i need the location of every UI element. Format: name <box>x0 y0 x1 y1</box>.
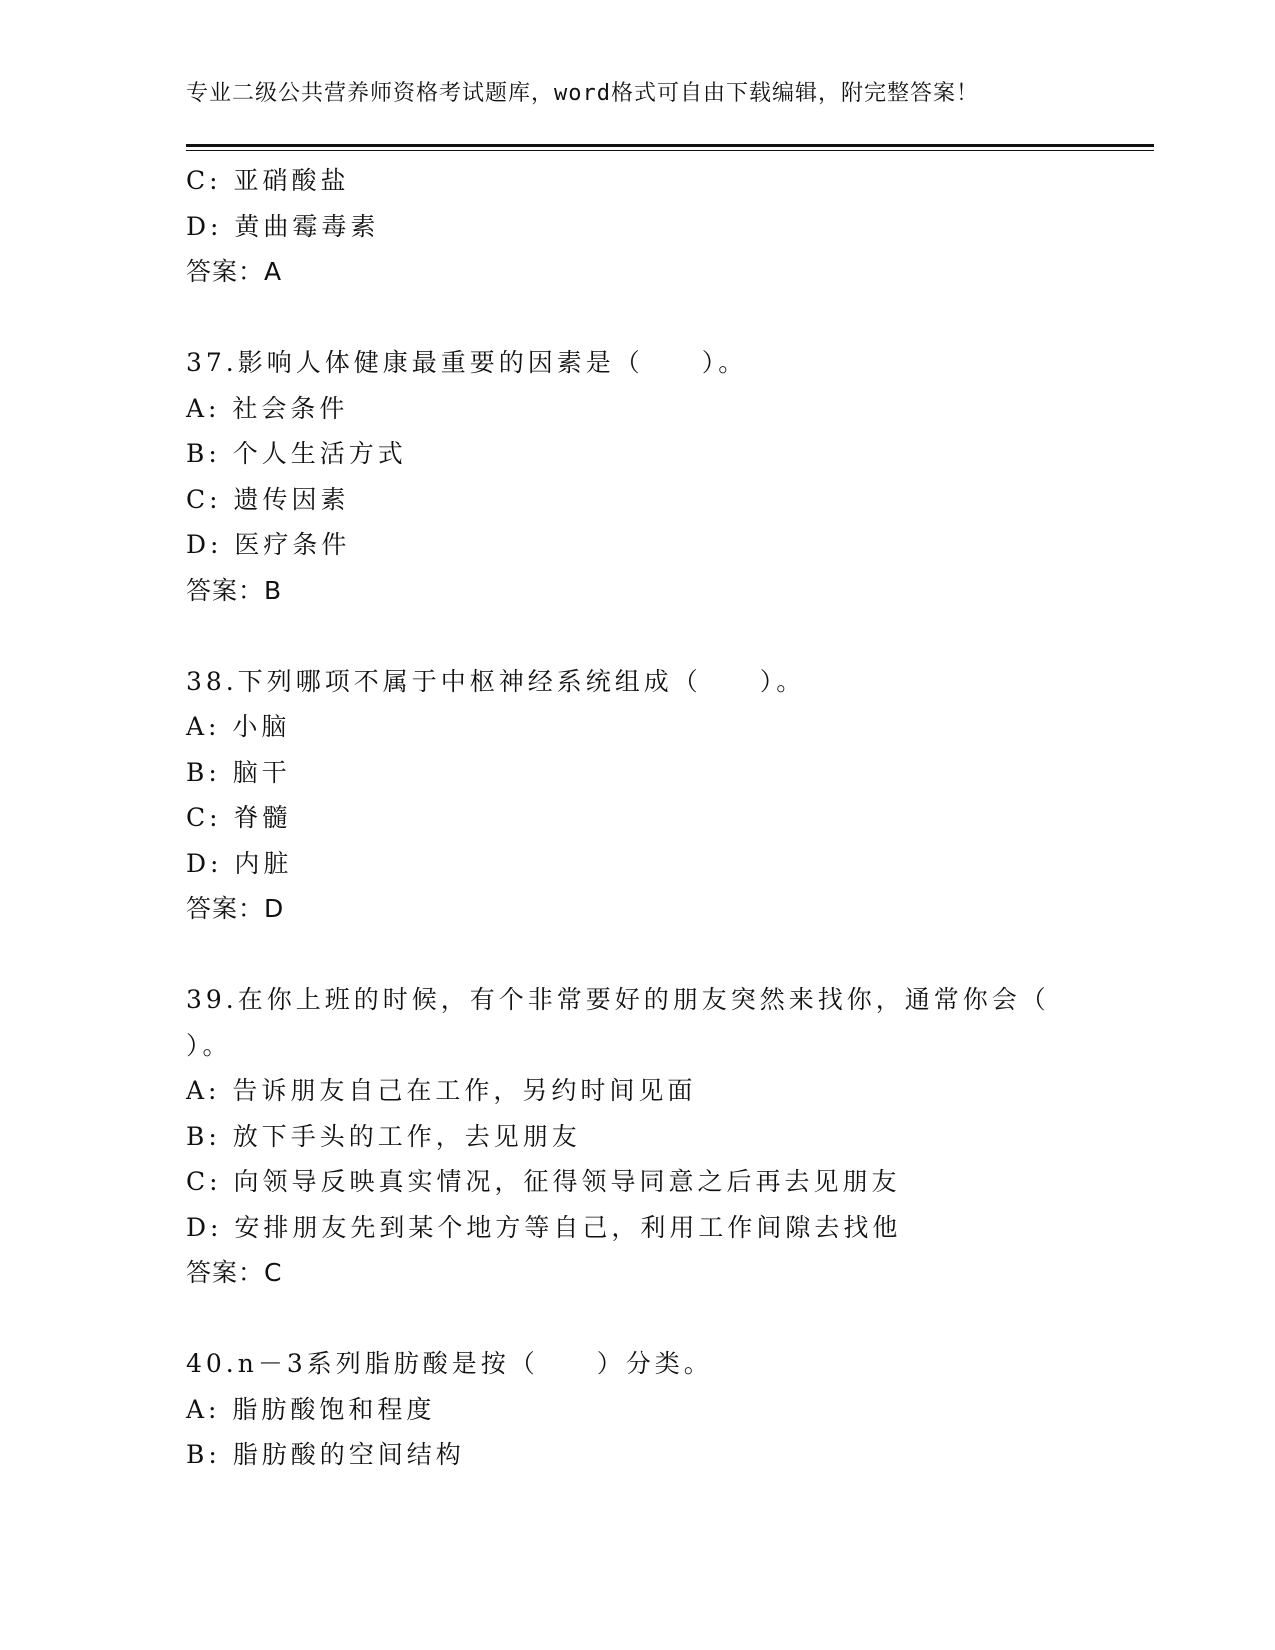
option-a: A: 告诉朋友自己在工作，另约时间见面 <box>186 1076 697 1105</box>
option-b: B: 脂肪酸的空间结构 <box>186 1440 465 1469</box>
option-d: D: 黄曲霉毒素 <box>186 211 380 241</box>
question-36-tail <box>186 158 1086 295</box>
question-39 <box>186 977 1086 1296</box>
question-stem: 40.n－3系列脂肪酸是按（ ）分类。 <box>186 1349 713 1378</box>
question-stem: 38.下列哪项不属于中枢神经系统组成（ ）。 <box>186 666 806 696</box>
header-rule-thick <box>186 144 1154 147</box>
option-c: C: 脊髓 <box>186 803 292 832</box>
option-a: A: 小脑 <box>186 712 291 741</box>
answer: 答案：D <box>186 894 285 923</box>
spacer <box>186 932 1086 978</box>
spacer <box>186 1296 1086 1342</box>
option-b: B: 个人生活方式 <box>186 439 407 468</box>
option-c: C: 遗传因素 <box>186 484 350 514</box>
question-stem-line-2: ）。 <box>186 1030 232 1060</box>
option-d: D: 医疗条件 <box>186 530 351 559</box>
option-b: B: 放下手头的工作，去见朋友 <box>186 1121 581 1151</box>
question-37 <box>186 340 1086 613</box>
option-d: D: 内脏 <box>186 848 293 878</box>
question-38 <box>186 659 1086 932</box>
option-d: D: 安排朋友先到某个地方等自己，利用工作间隙去找他 <box>186 1212 902 1242</box>
question-40 <box>186 1341 1086 1478</box>
answer: 答案：B <box>186 575 283 605</box>
question-stem-line-1: 39.在你上班的时候，有个非常要好的朋友突然来找你，通常你会（ <box>186 985 1050 1014</box>
question-stem: 37.影响人体健康最重要的因素是（ ）。 <box>186 348 748 377</box>
answer: 答案：C <box>186 1258 283 1287</box>
option-a: A: 社会条件 <box>186 393 349 423</box>
spacer <box>186 613 1086 659</box>
question-list <box>186 158 1086 1478</box>
answer: 答案：A <box>186 257 283 286</box>
page-header: 专业二级公共营养师资格考试题库，word格式可自由下载编辑，附完整答案！ <box>186 81 979 106</box>
option-c: C: 向领导反映真实情况，征得领导同意之后再去见朋友 <box>186 1167 901 1196</box>
option-c: C: 亚硝酸盐 <box>186 166 350 195</box>
option-b: B: 脑干 <box>186 757 291 787</box>
spacer <box>186 295 1086 341</box>
header-rule-thin <box>186 150 1154 151</box>
option-a: A: 脂肪酸饱和程度 <box>186 1394 436 1424</box>
